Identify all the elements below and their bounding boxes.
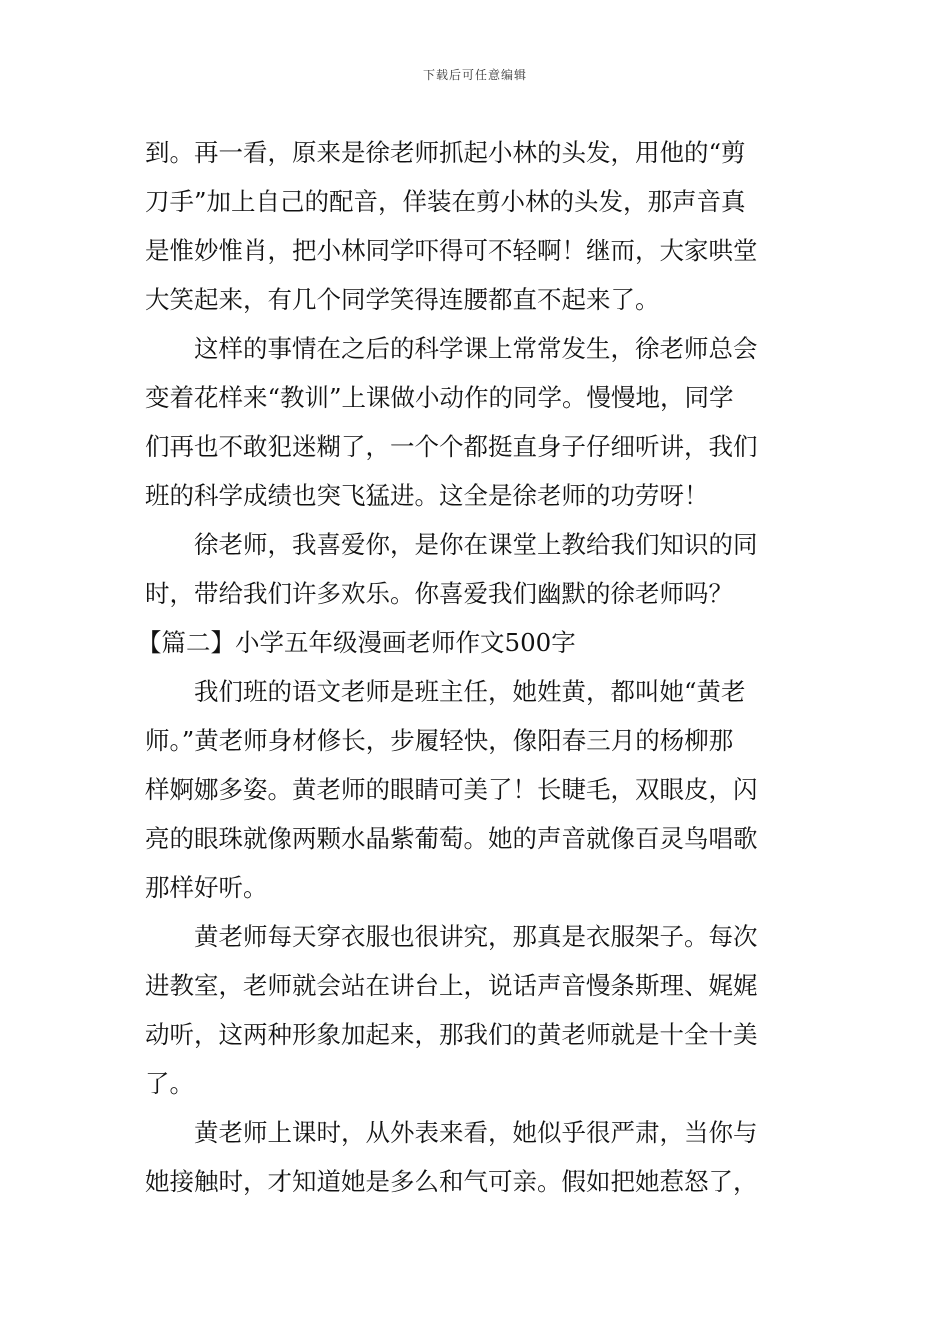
text-line: 徐老师，我喜爱你，是你在课堂上教给我们知识的同 xyxy=(194,530,758,559)
text-line: 时，带给我们许多欢乐。你喜爱我们幽默的徐老师吗？ xyxy=(145,579,733,608)
text-line: 变着花样来“教训”上课做小动作的同学。慢慢地，同学 xyxy=(145,383,734,412)
text-line: 黄老师每天穿衣服也很讲究，那真是衣服架子。每次 xyxy=(194,922,758,951)
paragraph xyxy=(145,128,810,324)
text-line: 大笑起来，有几个同学笑得连腰都直不起来了。 xyxy=(145,285,660,314)
text-line: 是惟妙惟肖，把小林同学吓得可不轻啊！继而，大家哄堂 xyxy=(145,236,758,265)
section-title: 【篇二】小学五年级漫画老师作文500字 xyxy=(137,628,576,657)
document-body xyxy=(137,128,810,1206)
paragraph xyxy=(145,324,810,520)
text-line: 班的科学成绩也突飞猛进。这全是徐老师的功劳呀！ xyxy=(145,481,709,510)
text-line: 这样的事情在之后的科学课上常常发生，徐老师总会 xyxy=(194,334,758,363)
text-line: 黄老师上课时，从外表来看，她似乎很严肃，当你与 xyxy=(194,1118,758,1147)
text-line: 们再也不敢犯迷糊了，一个个都挺直身子仔细听讲，我们 xyxy=(145,432,758,461)
text-line: 刀手”加上自己的配音，佯装在剪小林的头发，那声音真 xyxy=(145,187,746,216)
text-line: 到。再一看，原来是徐老师抓起小林的头发，用他的“剪 xyxy=(145,138,746,167)
paragraph xyxy=(145,1108,810,1206)
part-one xyxy=(145,128,810,618)
text-line: 那样好听。 xyxy=(145,873,268,902)
text-line: 进教室，老师就会站在讲台上，说话声音慢条斯理、娓娓 xyxy=(145,971,758,1000)
text-line: 了。 xyxy=(145,1069,194,1098)
text-line: 动听，这两种形象加起来，那我们的黄老师就是十全十美 xyxy=(145,1020,758,1049)
text-line: 样婀娜多姿。黄老师的眼睛可美了！长睫毛，双眼皮，闪 xyxy=(145,775,758,804)
paragraph xyxy=(145,912,810,1108)
text-line: 她接触时，才知道她是多么和气可亲。假如把她惹怒了， xyxy=(145,1167,758,1196)
part-two xyxy=(145,667,810,1206)
text-line: 亮的眼珠就像两颗水晶紫葡萄。她的声音就像百灵鸟唱歌 xyxy=(145,824,758,853)
paragraph xyxy=(145,520,810,618)
text-line: 我们班的语文老师是班主任，她姓黄，都叫她“黄老 xyxy=(194,677,746,706)
text-line: 师。”黄老师身材修长，步履轻快，像阳春三月的杨柳那 xyxy=(145,726,734,755)
page-header: 下载后可任意编辑 xyxy=(422,68,527,82)
paragraph xyxy=(145,667,810,912)
